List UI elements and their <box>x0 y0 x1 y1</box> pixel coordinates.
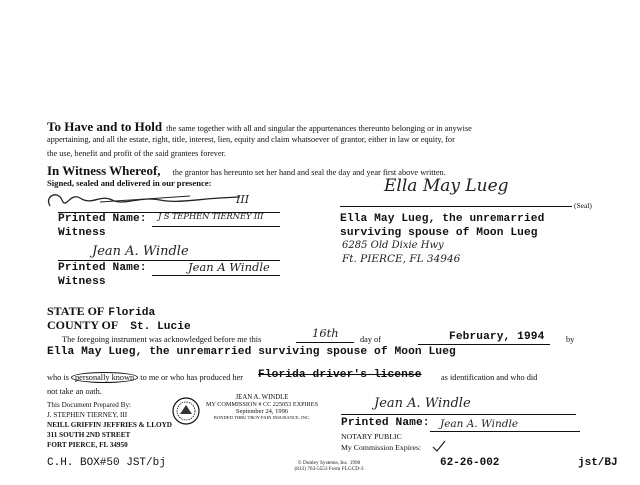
witness-clause-heading: In Witness Whereof, <box>47 163 161 178</box>
ack-personally-known: personally known <box>71 372 138 383</box>
ack-who-line <box>47 373 243 382</box>
notary-signature-line <box>341 414 576 415</box>
state-value: Florida <box>108 307 156 319</box>
preparer-city: FORT PIERCE, FL 34950 <box>47 441 128 449</box>
habendum-text-3: the use, benefit and profit of the said grantees forever. <box>47 149 227 158</box>
ack-to-me: to me or who has produced her <box>140 373 244 382</box>
grantor-seal: (Seal) <box>574 201 592 210</box>
signed-line: Signed, sealed and delivered in our presence: <box>47 178 212 188</box>
ack-no-oath: not take an oath. <box>47 387 102 396</box>
grantor-name-line1: Ella May Lueg, the unremarried <box>340 213 545 225</box>
ack-month-underline <box>418 344 550 345</box>
ack-day: 16th <box>312 326 339 340</box>
ack-id-type: Florida driver's license <box>258 369 422 381</box>
habendum-line1 <box>47 118 472 136</box>
witness1-role: Witness <box>58 227 106 239</box>
habendum-text-2: appertaining, and all the estate, right, title, interest, lien, equity and claim whatsoever of grantor, either in law or equity, for <box>47 135 455 144</box>
witness2-printed-label: Printed Name: <box>58 262 147 274</box>
footer-left: C.H. BOX#50 JST/bj <box>47 457 166 469</box>
notary-stamp-commission: MY COMMISSION # CC 225053 EXPIRES <box>205 401 319 408</box>
notary-signature: Jean A. Windle <box>374 396 471 411</box>
footer-right: jst/BJ <box>578 457 618 469</box>
grantor-address-line1: 6285 Old Dixie Hwy <box>342 240 444 251</box>
notary-stamp <box>202 394 322 420</box>
footer-file-no: 62-26-002 <box>440 457 500 469</box>
preparer-prepared-by: This Document Prepared By: <box>47 401 132 409</box>
witness-clause-text: the grantor has hereunto set her hand and seal the day and year first above written. <box>172 168 446 177</box>
grantor-signature: Ella May Lueg <box>384 176 509 196</box>
notary-stamp-date: September 24, 1996 <box>235 408 289 415</box>
ack-month-year: February, 1994 <box>449 331 545 343</box>
witness1-printed-label: Printed Name: <box>58 213 147 225</box>
grantor-address-line2: Ft. PIERCE, FL 34946 <box>342 253 461 265</box>
ack-day-underline <box>296 342 354 343</box>
notary-printed-underline <box>430 431 580 432</box>
footer-form-line1: © Dunley Systems, Inc. 1990 <box>297 460 361 466</box>
footer-form <box>288 460 370 472</box>
ack-by: by <box>566 335 575 344</box>
notary-stamp-bonded: BONDED THRU TROY FAIN INSURANCE, INC. <box>213 415 311 420</box>
witness1-signature <box>40 188 260 214</box>
ack-who-is: who is <box>47 373 69 382</box>
preparer-firm: NEILL GRIFFIN JEFFRIES & LLOYD <box>47 421 173 429</box>
witness2-role: Witness <box>58 276 106 288</box>
county-line <box>47 316 191 334</box>
habendum-text-1: the same together with all and singular the appurtenances thereunto belonging or in anywise <box>166 124 472 133</box>
ack-person: Ella May Lueg, the unremarried surviving spouse of Moon Lueg <box>47 346 456 358</box>
ack-as-id: as identification and who did <box>441 373 538 382</box>
notary-title: NOTARY PUBLIC <box>341 432 402 441</box>
witness2-printed-underline <box>152 275 280 276</box>
ack-intro: The foregoing instrument was acknowledged before me this <box>62 335 262 344</box>
notary-stamp-name: JEAN A. WINDLE <box>235 394 289 401</box>
preparer-name: J. STEPHEN TIERNEY, III <box>47 411 128 419</box>
ack-day-of: day of <box>360 335 381 344</box>
witness2-printed-value: Jean A Windle <box>188 260 270 274</box>
notary-printed-label: Printed Name: <box>341 417 430 429</box>
habendum-heading: To Have and to Hold <box>47 119 163 134</box>
witness1-printed-underline <box>152 226 280 227</box>
footer-form-line2: (813) 763-5553 Form FLGCD-3 <box>294 466 364 472</box>
county-value: St. Lucie <box>130 321 191 333</box>
notary-seal-icon <box>171 396 201 426</box>
county-label: COUNTY OF <box>47 318 119 332</box>
grantor-name-line2: surviving spouse of Moon Lueg <box>340 227 538 239</box>
witness2-signature: Jean A. Windle <box>92 244 189 259</box>
notary-printed-value: Jean A. Windle <box>440 418 519 430</box>
state-label: STATE OF <box>47 304 105 318</box>
witness1-signature-suffix: III <box>236 193 250 206</box>
grantor-signature-line <box>340 206 572 207</box>
witness1-printed-value: J S TEPHEN TIERNEY III <box>158 212 264 222</box>
notary-commission-expires: My Commission Expires: <box>341 443 422 452</box>
preparer-street: 311 SOUTH 2ND STREET <box>47 431 131 439</box>
notary-check-mark <box>432 440 446 452</box>
